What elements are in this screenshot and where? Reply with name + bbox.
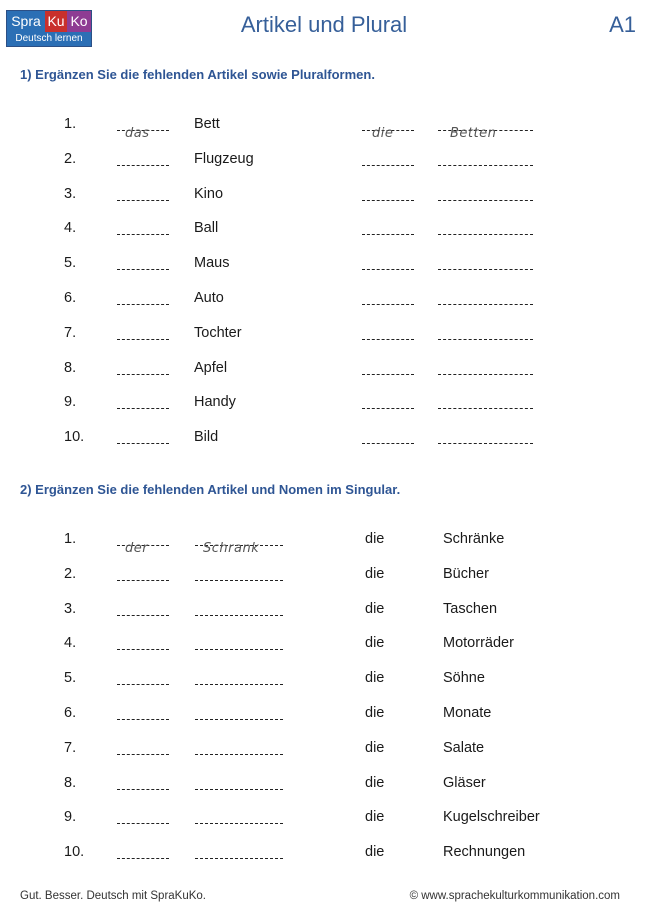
item-number: 6.	[64, 705, 77, 721]
logo-segment: Ko	[67, 11, 91, 32]
plural-noun-label: Bücher	[443, 565, 489, 582]
item-number: 1.	[64, 531, 77, 547]
plural-blank[interactable]	[438, 331, 533, 340]
exercise-row	[0, 771, 648, 795]
plural-article-blank[interactable]	[362, 192, 414, 201]
singular-blank[interactable]	[195, 676, 283, 685]
plural-blank[interactable]	[438, 366, 533, 375]
exercise-row	[0, 597, 648, 621]
exercise-row	[0, 147, 648, 171]
item-number: 4.	[64, 220, 77, 237]
singular-blank[interactable]	[195, 641, 283, 650]
item-number: 8.	[64, 359, 77, 376]
plural-noun-label: Schränke	[443, 531, 505, 547]
handwritten-singular: Schrank	[203, 541, 260, 556]
noun-label: Bett	[194, 116, 220, 132]
exercise-row	[0, 840, 648, 864]
plural-article-label: die	[365, 739, 385, 756]
article-blank[interactable]	[117, 366, 169, 375]
plural-blank[interactable]	[438, 122, 533, 141]
item-number: 5.	[64, 670, 77, 687]
exercise-row	[0, 112, 648, 141]
plural-noun-label: Gläser	[443, 774, 486, 791]
level-badge: A1	[609, 12, 636, 37]
plural-noun-label: Söhne	[443, 670, 485, 687]
plural-noun-label: Monate	[443, 705, 492, 721]
exercise-row	[0, 805, 648, 829]
plural-article-label: die	[365, 531, 385, 547]
plural-article-blank[interactable]	[362, 261, 414, 270]
section1-heading: 1) Ergänzen Sie die fehlenden Artikel sowie Pluralformen.	[20, 67, 375, 82]
footer-copyright: © www.sprachekulturkommunikation.com	[409, 890, 620, 902]
item-number: 1.	[64, 116, 77, 132]
plural-blank[interactable]	[438, 157, 533, 166]
singular-blank[interactable]	[195, 607, 283, 616]
article-blank[interactable]	[117, 711, 169, 720]
item-number: 7.	[64, 324, 77, 341]
singular-blank[interactable]	[195, 711, 283, 720]
item-number: 3.	[64, 185, 77, 202]
plural-noun-label: Rechnungen	[443, 844, 526, 861]
noun-label: Auto	[194, 290, 224, 306]
item-number: 2.	[64, 150, 77, 167]
item-number: 10.	[64, 844, 85, 861]
plural-article-blank[interactable]	[362, 122, 414, 141]
plural-article-label: die	[365, 774, 385, 791]
article-blank[interactable]	[117, 815, 169, 824]
singular-blank[interactable]	[195, 537, 283, 556]
noun-label: Maus	[194, 255, 230, 272]
article-blank[interactable]	[117, 746, 169, 755]
article-blank[interactable]	[117, 261, 169, 270]
plural-noun-label: Kugelschreiber	[443, 809, 540, 826]
exercise-row	[0, 216, 648, 240]
plural-article-label: die	[365, 670, 385, 687]
plural-blank[interactable]	[438, 226, 533, 235]
logo-segment: Ku	[45, 11, 67, 32]
exercise-row	[0, 286, 648, 310]
noun-label: Tochter	[194, 324, 242, 341]
item-number: 8.	[64, 774, 77, 791]
exercise-row	[0, 562, 648, 586]
item-number: 6.	[64, 290, 77, 306]
exercise-row	[0, 736, 648, 760]
noun-label: Handy	[194, 394, 236, 411]
exercise-row	[0, 390, 648, 414]
article-blank[interactable]	[117, 572, 169, 581]
plural-blank[interactable]	[438, 192, 533, 201]
exercise-row	[0, 321, 648, 345]
handwritten-plural: Betten	[450, 126, 497, 141]
plural-article-blank[interactable]	[362, 366, 414, 375]
article-blank[interactable]	[117, 192, 169, 201]
plural-blank[interactable]	[438, 435, 533, 444]
plural-article-blank[interactable]	[362, 226, 414, 235]
article-blank[interactable]	[117, 435, 169, 444]
plural-article-label: die	[365, 844, 385, 861]
article-blank[interactable]	[117, 226, 169, 235]
handwritten-article: das	[125, 126, 150, 141]
plural-article-blank[interactable]	[362, 331, 414, 340]
exercise-row	[0, 251, 648, 275]
singular-blank[interactable]	[195, 815, 283, 824]
exercise-row	[0, 182, 648, 206]
item-number: 5.	[64, 255, 77, 272]
exercise-row	[0, 701, 648, 725]
article-blank[interactable]	[117, 850, 169, 859]
noun-label: Apfel	[194, 359, 228, 376]
noun-label: Kino	[194, 185, 224, 202]
page-title: Artikel und Plural	[240, 12, 408, 37]
item-number: 3.	[64, 600, 77, 617]
logo-segment: Spra	[7, 11, 45, 32]
plural-blank[interactable]	[438, 296, 533, 305]
plural-noun-label: Motorräder	[443, 635, 514, 652]
noun-label: Bild	[194, 429, 219, 446]
article-blank[interactable]	[117, 676, 169, 685]
exercise-row	[0, 666, 648, 690]
article-blank[interactable]	[117, 122, 169, 141]
plural-article-label: die	[365, 705, 385, 721]
plural-article-blank[interactable]	[362, 296, 414, 305]
plural-article-blank[interactable]	[362, 435, 414, 444]
article-blank[interactable]	[117, 607, 169, 616]
section2-heading: 2) Ergänzen Sie die fehlenden Artikel und Nomen im Singular.	[20, 482, 401, 497]
item-number: 9.	[64, 394, 77, 411]
logo-tagline: Deutsch lernen	[7, 32, 91, 46]
plural-noun-label: Taschen	[443, 600, 498, 617]
item-number: 7.	[64, 739, 77, 756]
article-blank[interactable]	[117, 781, 169, 790]
noun-label: Flugzeug	[194, 150, 254, 167]
exercise-row	[0, 356, 648, 380]
noun-label: Ball	[194, 220, 219, 237]
footer-slogan: Gut. Besser. Deutsch mit SpraKuKo.	[20, 890, 206, 902]
singular-blank[interactable]	[195, 572, 283, 581]
exercise-row	[0, 631, 648, 655]
item-number: 9.	[64, 809, 77, 826]
singular-blank[interactable]	[195, 850, 283, 859]
plural-article-label: die	[365, 635, 385, 652]
plural-article-blank[interactable]	[362, 400, 414, 409]
handwritten-plural-article: die	[372, 126, 394, 141]
plural-article-label: die	[365, 600, 385, 617]
exercise-row	[0, 527, 648, 556]
exercise-row	[0, 425, 648, 449]
article-blank[interactable]	[117, 400, 169, 409]
article-blank[interactable]	[117, 537, 169, 556]
plural-article-label: die	[365, 809, 385, 826]
plural-noun-label: Salate	[443, 739, 485, 756]
item-number: 4.	[64, 635, 77, 652]
singular-blank[interactable]	[195, 746, 283, 755]
plural-blank[interactable]	[438, 261, 533, 270]
article-blank[interactable]	[117, 296, 169, 305]
handwritten-article: der	[125, 541, 149, 556]
item-number: 2.	[64, 565, 77, 582]
article-blank[interactable]	[117, 157, 169, 166]
plural-article-label: die	[365, 565, 385, 582]
article-blank[interactable]	[117, 331, 169, 340]
article-blank[interactable]	[117, 641, 169, 650]
plural-article-blank[interactable]	[362, 157, 414, 166]
plural-blank[interactable]	[438, 400, 533, 409]
singular-blank[interactable]	[195, 781, 283, 790]
item-number: 10.	[64, 429, 85, 446]
